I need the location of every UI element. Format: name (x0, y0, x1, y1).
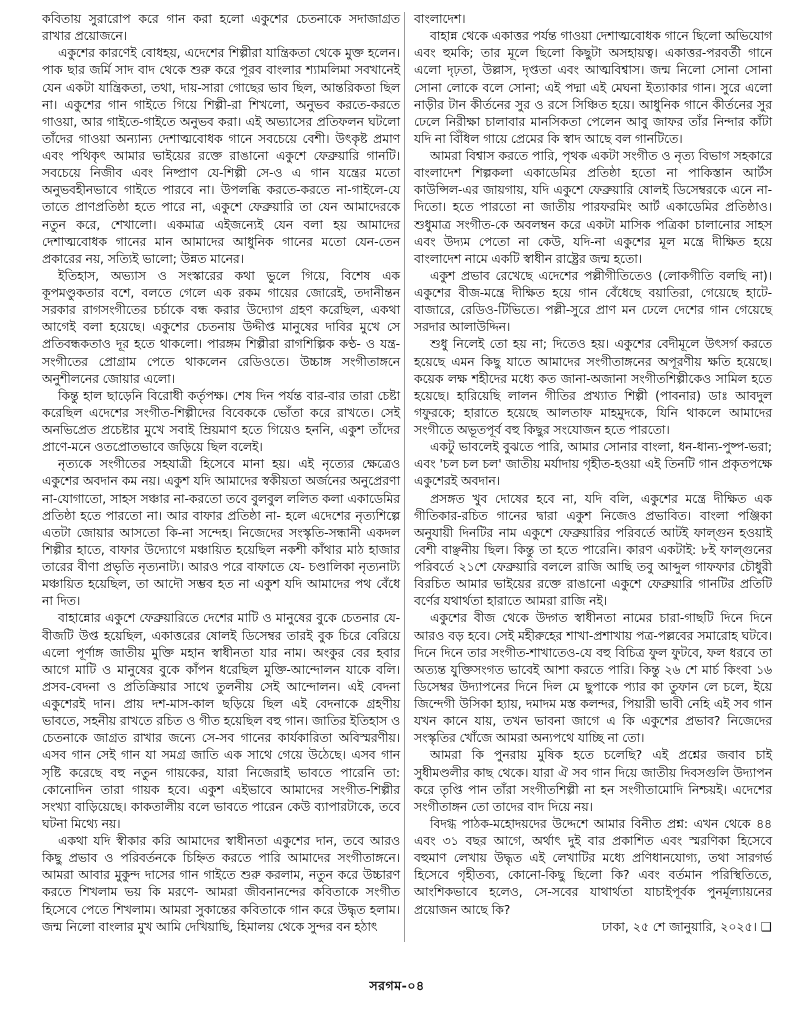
paragraph: একটু ভাবলেই বুঝতে পারি, আমার সোনার বাংলা, ধন-ধান্য-পুষ্প-ভরা; এবং 'চল চল চল' জাতীয় মর্যাদায় গৃহীত-হওয়া এই তিনটি গান প্রকৃতপক্ষে একুশেরই অবদান। (414, 439, 772, 489)
paragraph: আমরা বিশ্বাস করতে পারি, পৃথক একটা সংগীত ও নৃত্য বিভাগ সহকারে বাংলাদেশ শিল্পকলা একাডেমির প্রতিষ্ঠা হতো না পাকিস্তান আর্টস কাউন্সিল-এর জায়গায়, যদি একুশে ফেব্রুয়ারি ষোলই ডিসেম্বরকে এনে না-দিতো। হতে পারতো না জাতীয় পারফরমিং আর্ট একাডেমির প্রতিষ্ঠাও। শুধুমাত্র সংগীত-কে অবলম্বন করে একটা মাসিক পত্রিকা চালানোর সাহস এবং উদ্যম পেতো না কেউ, যদি-না একুশের মূল মন্ত্রে দীক্ষিত হয়ে বাংলাদেশ নামে একটি স্বাধীন রাষ্ট্রের জন্ম হতো। (414, 148, 772, 266)
page-footer: সরগম-০৪ (369, 978, 425, 993)
paragraph: নৃত্যকে সংগীতের সহযাত্রী হিসেবে মানা হয়। এই নৃত্যের ক্ষেত্রেও একুশের অবদান কম নয়। একুশ যদি আমাদের স্বকীয়তা অর্জনের অনুপ্রেরণা না-যোগাতো, সাহস সঞ্চার না-করতো তবে বুলবুল ললিত কলা একাডেমির প্রতিষ্ঠা হতে পারতো না। আর বাফার প্রতিষ্ঠা না- হলে এদেশের নৃত্যশিল্পে এতটা জোয়ার আসতো কি-না সন্দেহ। নিজেদের সংস্কৃতি-সন্ধানী একদল শিল্পীর হাতে, বাফার উদ্যোগে মঞ্চায়িত হয়েছিল নকশী কাঁথার মাঠ হাজার তারের বীণা প্রভৃতি নৃত্যনাট্য। আরও পরে বাফাতে যে- চণ্ডালিকা নৃত্যনাট্য মঞ্চায়িত হয়েছিল, তা আদৌ সম্ভব হত না একুশ যদি আমাদের পথ বেঁধে না দিত। (42, 456, 400, 609)
signoff-text: ঢাকা, ২৫ শে জানুয়ারি, ২০২৫। (602, 918, 757, 934)
paragraph: শুধু নিলেই তো হয় না; দিতেও হয়। একুশের বেদীমূলে উৎসর্গ করতে হয়েছে এমন কিছু যাতে আমাদের সংগীতাঙ্গনের অপূরণীয় ক্ষতি হয়েছে। কয়েক লক্ষ শহীদের মধ্যে কত জানা-অজানা সংগীতশিল্পীকেও সামিল হতে হয়েছে। হারিয়েছি লালন গীতির প্রখ্যাত শিল্পী (পাবনার) ডাঃ আবদুল গফুরকে; হারাতে হয়েছে আলতাফ মাহমুদকে, যিনি থাকলে আমাদের সংগীতে অভূতপূর্ব বহু কিছুর সংযোজন হতে পারতো। (414, 336, 772, 437)
paragraph: একথা যদি স্বীকার করি আমাদের স্বাধীনতা একুশের দান, তবে আরও কিছু প্রভাব ও পরিবর্তনকে চিহ্নিত করতে পারি আমাদের সংগীতাঙ্গনে। আমরা আবার মুকুন্দ দাসের গান গাইতে শুরু করলাম, নতুন করে উচ্চারণ করতে শিখলাম ভয় কি মরণে- আমরা জীবনানন্দের কবিতাকে সংগীত হিসেবে পেতে শিখলাম। আমরা সুকান্তের কবিতাকে গান করে উদ্ধৃত হলাম। জন্ম নিলো বাংলার মুখ আমি দেখিয়াছি, হিমালয় থেকে সুন্দর বন হঠাৎ (42, 833, 400, 934)
paragraph: একুশের বীজ থেকে উদ্গত স্বাধীনতা নামের চারা-গাছটি দিনে দিনে আরও বড় হবে। সেই মহীরুহের শাখা-প্রশাখায় পত্র-পল্লবের সমারোহ ঘটবে। দিনে দিনে তার সংগীত-শাখাতেও-যে বহু বিচিত্র ফুল ফুটবে, ফল ধরবে তা অত্যন্ত যুক্তিসংগত ভাবেই আশা করতে পারি। কিন্তু ২৬ শে মার্চ কিংবা ১৬ ডিসেম্বর উদ্যাপনের দিনে দিল মে ছুপাকে প্যার কা তুফান লে চলে, ইয়ে জিন্দেগী উসিকা হ্যায়, দমাদম মস্ত কলন্দর, পিয়ারী ভাবী নেহি এই সব গান যখন কানে যায়, তখন ভাবনা জাগে এ কি একুশের প্রভাব? নিজেদের সংস্কৃতির খোঁজে আমরা অন্যপথে যাচ্ছি না তো। (414, 610, 772, 746)
paragraph: আমরা কি পুনরায় মুষিক হতে চলেছি? এই প্রশ্নের জবাব চাই সুধীমণ্ডলীর কাছ থেকে। যারা ঐ সব গান দিয়ে জাতীয় দিবসগুলি উদ্যাপন করে তৃপ্তি পান তাঁরা সংগীতশিল্পী না হন সংগীতামোদি নিশ্চয়ই। এদেশের সংগীতাঙ্গন তো তাদের বাদ দিয়ে নয়। (414, 747, 772, 814)
paragraph: বাংলাদেশ। (414, 11, 466, 26)
paragraph: প্রসঙ্গত খুব দোষের হবে না, যদি বলি, একুশের মন্ত্রে দীক্ষিত এক গীতিকার-রচিত গানের দ্বারা একুশ নিজেও প্রভাবিত। বাংলা পঞ্জিকা অনুযায়ী দিনটির নাম একুশে ফেব্রুয়ারির পরিবর্তে আটই ফাল্গুন হওয়াই বেশী বাঞ্ছনীয় ছিল। কিন্তু তা হতে পারেনি। কারণ একটাই: ৮ই ফাল্গুনের পরিবর্তে ২১শে ফেব্রুয়ারি বললে রাজি আছি তবু আব্দুল গাফফার চৌধুরী বিরচিত আমার ভাইয়ের রক্তে রাঙানো একুশে ফেব্রুয়ারি গানটির প্রতিটি বর্ণের যথার্থতা হারাতে আমরা রাজি নই। (414, 490, 772, 609)
paragraph: বাহান্নোর একুশে ফেব্রুয়ারিতে দেশের মাটি ও মানুষের বুকে চেতনার যে-বীজটি উপ্ত হয়েছিল, একাত্তরের ষোলই ডিসেম্বর তারই বুক চিরে বেরিয়ে এলো পূর্ণাঙ্গ জাতীয় মুক্তি মহান স্বাধীনতা যার নাম। অংকুর বের হবার আগে মাটি ও মানুষের বুকে কাঁপন ধরেছিল মুক্তি-আন্দোলন যাকে বলি। প্রসব-বেদনা ও প্রতিক্রিয়ার সাথে তুলনীয় সেই আন্দোলন। এই বেদনা একুশেরই দান। প্রায় দশ-মাস-কাল ছড়িয়ে ছিল এই বেদনাকে গ্রহণীয় ভাবতে, সহনীয় রাখতে রচিত ও গীত হয়েছিল বহু গান। জাতির ইতিহাস ও চেতনাকে জাগ্রত রাখার জন্যে সে-সব গানের কার্যকারিতা অবিস্মরণীয়। এসব গান সেই গান যা সমগ্র জাতি এক সাথে গেয়ে উঠেছে। এসব গান সৃষ্টি করেছে বহু নতুন গায়কের, যারা নিজেরাই ভাবতে পারেনি তা: কোনোদিন তারা গায়ক হবে। একুশ এইভাবে আমাদের সংগীত-শিল্পীর সংখ্যা বাড়িয়েছে। কাকতালীয় বলে ভাবতে পারেন কেউ ব্যাপারটাকে, তবে ঘটনা মিথ্যে নয়। (42, 610, 400, 831)
signoff (414, 918, 772, 935)
left-column (42, 10, 400, 935)
paragraph: বাহান্ন থেকে একাত্তর পর্যন্ত গাওয়া দেশাত্মবোধক গানে ছিলো অভিযোগ এবং হুমকি; তার মূলে ছিলো কিছুটা অসহায়ত্ব। একাত্তর-পরবর্তী গানে এলো দৃঢ়তা, উল্লাস, দৃপ্ততা এবং আত্মবিশ্বাস। জন্ম নিলো সোনা সোনা সোনা লোকে বলে সোনা; এই পদ্মা এই মেঘনা ইত্যাকার গান। সুরে এলো নাড়ীর টান কীর্তনের সুর ও রসে সিঞ্চিত হয়ে। আধুনিক গানে কীর্তনের সুর ঢেলে নিরীক্ষা চালাবার মানসিকতা পেলেন আবু জাফর তাঁর নিন্দার কাঁটা যদি না বিঁধিল গায়ে প্রেমের কি স্বাদ আছে বল গানটিতে। (414, 28, 772, 146)
paragraph: একুশের কারণেই বোধহয়, এদেশের শিল্পীরা যান্ত্রিকতা থেকে মুক্ত হলেন। পাক ছার জর্মি সাদ বাদ থেকে শুরু করে পূরব বাংলার শ্যামলিমা সবখানেই যেন একটা যান্ত্রিকতা, তথা, দায়-সারা গোছের ভাব ছিল, আন্তরিকতা ছিল না। একুশের গান গাইতে গিয়ে শিল্পী-রা শিখলো, অনুভব করতে-করতে গাওয়া, আর গাইতে-গাইতে অনুভব করা। এই অভ্যাসের প্রতিফলন ঘটলো তাঁদের গাওয়া অন্যান্য দেশাত্মবোধক গানে সবচেয়ে বেশী। উৎকৃষ্ট প্রমাণ এবং পথিকৃৎ আমার ভাইয়ের রক্তে রাঙানো একুশে ফেব্রুয়ারি গানটি। সবচেয়ে নিজীব এবং নিষ্প্রাণ যে-শিল্পী সে-ও এ গান যন্ত্রের মতো অনুভবহীনভাবে গাইতে পারবে না। উপলব্ধি করতে-করতে না-গাইলে-যে তাতে প্রাণপ্রতিষ্ঠা হতে পারে না, একুশে ফেব্রুয়ারি তা যেন আমাদেরকে নতুন করে, শেখালো। একমাত্র এইজন্যেই যেন বলা হয় আমাদের দেশাত্মবোধক গানের মান আমাদের আধুনিক গানের মতো যেন-তেন প্রকারের নয়, সত্যিই ভালো; উন্নত মানের। (42, 45, 400, 266)
paragraph: ইতিহাস, অভ্যাস ও সংস্কারের কথা ভুলে গিয়ে, বিশেষ এক কূপমণ্ডুকতার বশে, বলতে গেলে এক রকম গায়ের জোরেই, তদানীন্তন সরকার রাগসংগীতের চর্চাকে বন্ধ করার উদ্যোগ গ্রহণ করেছিল, একথা আগেই বলা হয়েছে। একুশের চেতনায় উদ্দীপ্ত মানুষের দাবির মুখে সে প্রতিবন্ধকতাও দূর হতে থাকলো। পারঙ্গম শিল্পীরা রাগশিল্পিক কণ্ঠ- ও যন্ত্র-সংগীতের প্রোগ্রাম পেতে থাকলেন রেডিওতে। উচ্চাঙ্গ সংগীতাঙ্গনে অনুশীলনের জোয়ার এলো। (42, 267, 400, 386)
right-column (414, 10, 772, 935)
end-mark-icon: ❑ (760, 918, 772, 934)
column-divider (404, 12, 405, 942)
paragraph: কবিতায় সুরারোপ করে গান করা হলো একুশের চেতনাকে সদাজাগ্রত রাখার প্রয়োজনে। (42, 11, 400, 44)
paragraph: একুশ প্রভাব রেখেছে এদেশের পল্লীগীতিতেও (লোকগীতি বলছি না)। একুশের বীজ-মন্ত্রে দীক্ষিত হয়ে গান বেঁধেছে বয়াতিরা, গেয়েছে হাটে-বাজারে, রেডিও-টিভিতে। পল্লী-সুরে প্রাণ মন ঢেলে দেশের গান গেয়েছে সরদার আলাউদ্দিন। (414, 267, 772, 335)
paragraph: বিদগ্ধ পাঠক-মহোদয়দের উদ্দেশে আমার বিনীত প্রশ্ন: এখন থেকে ৪৪ এবং ৩১ বছর আগে, অর্থাৎ দুই বার প্রকাশিত এবং স্মরণিকা হিসেবে বহুমাণ লেখায় উদ্ধৃত এই লেখাটির মধ্যে প্রণিধানযোগ্য, তথা সারগর্ভ হিসেবে গৃহীতব্য, কোনো-কিছু ছিলো কি? এবং বর্তমান পরিস্থিতিতে, আংশিকভাবে হলেও, সে-সবের যাথার্থতা যাচাইপূর্বক পুনর্মূল্যায়নের প্রয়োজন আছে কি? (414, 815, 772, 917)
paragraph: কিন্তু হাল ছাড়েনি বিরোধী কর্তৃপক্ষ। শেষ দিন পর্যন্ত বার-বার তারা চেষ্টা করেছিল এদেশের সংগীত-শিল্পীদের বিবেককে ভোঁতা করে রাখতে। সেই অনভিপ্রেত প্রচেষ্টার মুখে সবাই ম্রিয়মাণ হতে গিয়েও হননি, একুশ তাঁদের প্রাণে-মনে ওতপ্রোতভাবে জড়িয়ে ছিল বলেই। (42, 387, 400, 455)
